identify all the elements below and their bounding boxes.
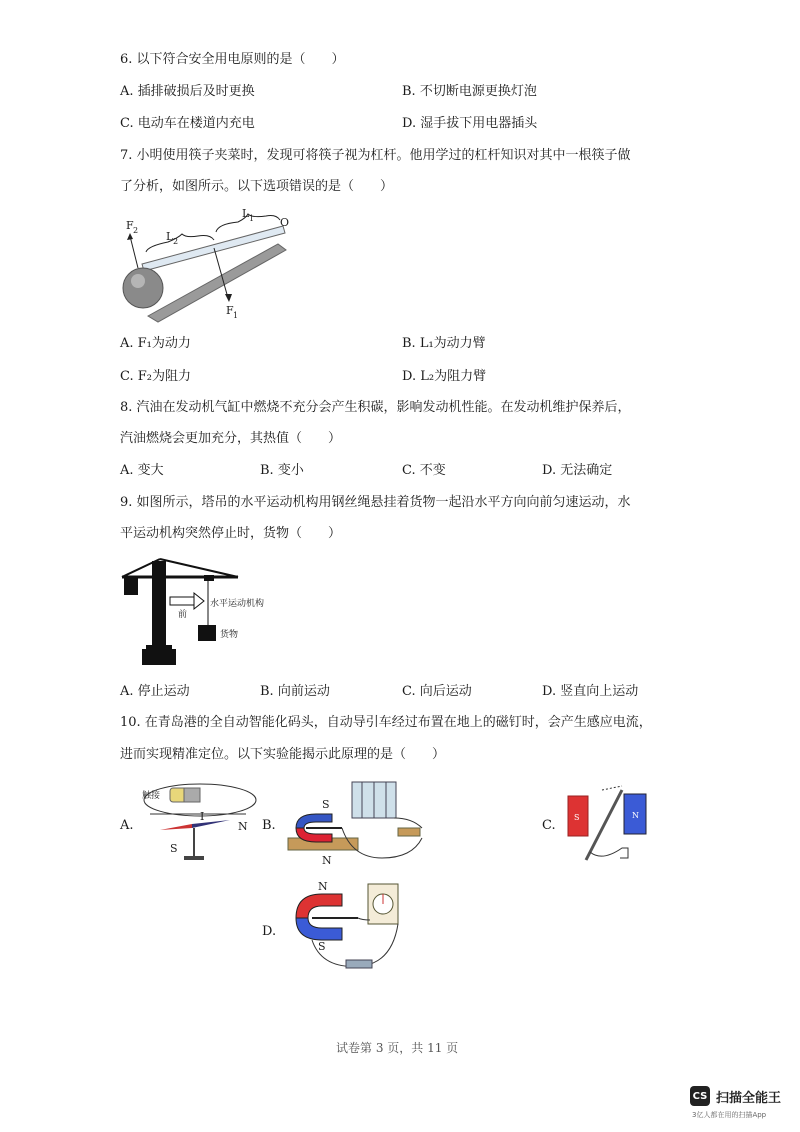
q9-option-d: D. 竖直向上运动 bbox=[542, 684, 639, 699]
q7-stem-line2: 了分析，如图所示。以下选项错误的是（ ） bbox=[120, 179, 394, 194]
food-ball bbox=[123, 268, 163, 308]
q10-label-b: B. bbox=[262, 818, 276, 833]
q6-option-d: D. 湿手拔下用电器插头 bbox=[402, 116, 538, 131]
q8-option-b: B. 变小 bbox=[260, 463, 304, 478]
lower-chopstick bbox=[148, 244, 286, 322]
crane-tower bbox=[152, 561, 166, 649]
label-F1: F bbox=[226, 304, 234, 317]
svg-text:N: N bbox=[322, 854, 332, 867]
q9-option-c: C. 向后运动 bbox=[402, 684, 472, 699]
compass-needle-s bbox=[192, 820, 230, 828]
label-F2: F bbox=[126, 219, 134, 232]
q10-figure-c bbox=[562, 782, 662, 877]
q6-stem: 6. 以下符合安全用电原则的是（ ） bbox=[120, 52, 345, 67]
label-O: O bbox=[280, 216, 290, 229]
q9-option-b: B. 向前运动 bbox=[260, 684, 330, 699]
svg-text:1: 1 bbox=[233, 311, 239, 320]
label-front: 前 bbox=[178, 610, 188, 620]
q6-option-c: C. 电动车在楼道内充电 bbox=[120, 116, 255, 131]
watermark-tagline: 3亿人都在用的扫描App bbox=[692, 1111, 767, 1119]
compass-needle-n bbox=[160, 824, 192, 830]
upper-chopstick bbox=[142, 226, 285, 271]
q7-option-d: D. L₂为阻力臂 bbox=[402, 369, 487, 384]
svg-text:S: S bbox=[170, 842, 178, 855]
q10-label-a: A. bbox=[120, 818, 134, 833]
svg-text:I: I bbox=[200, 810, 205, 823]
q9-stem-line1: 9. 如图所示，塔吊的水平运动机构用钢丝绳悬挂着货物一起沿水平方向向前匀速运动，水 bbox=[120, 495, 631, 510]
q7-option-a: A. F₁为动力 bbox=[120, 336, 191, 351]
q6-option-b: B. 不切断电源更换灯泡 bbox=[402, 84, 537, 99]
q10-stem-line1: 10. 在青岛港的全自动智能化码头，自动导引车经过布置在地上的磁钉时，会产生感应电流， bbox=[120, 715, 652, 730]
counterweight bbox=[124, 577, 138, 595]
q10-figure-a bbox=[140, 778, 258, 870]
label-L2: L bbox=[166, 230, 174, 243]
q8-option-c: C. 不变 bbox=[402, 463, 446, 478]
q8-option-a: A. 变大 bbox=[120, 463, 164, 478]
q8-stem-line1: 8. 汽油在发动机气缸中燃烧不充分会产生积碳，影响发动机性能。在发动机维护保养后， bbox=[120, 400, 631, 415]
label-mechanism: 水平运动机构 bbox=[210, 599, 265, 609]
svg-text:S: S bbox=[318, 940, 326, 953]
label-cargo: 货物 bbox=[220, 630, 239, 640]
q7-option-c: C. F₂为阻力 bbox=[120, 369, 191, 384]
q9-stem-line2: 平运动机构突然停止时，货物（ ） bbox=[120, 526, 342, 541]
svg-text:S: S bbox=[322, 798, 330, 811]
q10-figure-d bbox=[282, 880, 412, 980]
svg-text:S: S bbox=[574, 813, 580, 822]
q7-stem-line1: 7. 小明使用筷子夹菜时，发现可将筷子视为杠杆。他用学过的杠杆知识对其中一根筷子做 bbox=[120, 148, 631, 163]
q10-figure-b bbox=[282, 778, 432, 878]
q6-option-a: A. 插排破损后及时更换 bbox=[120, 84, 255, 99]
svg-text:N: N bbox=[238, 820, 248, 833]
label-L1: L bbox=[242, 207, 250, 220]
svg-text:1: 1 bbox=[249, 214, 255, 223]
svg-text:触接: 触接 bbox=[142, 791, 161, 801]
svg-text:2: 2 bbox=[173, 237, 179, 246]
page-footer: 试卷第 3 页，共 11 页 bbox=[336, 1041, 459, 1055]
q8-option-d: D. 无法确定 bbox=[542, 463, 613, 478]
q7-chopstick-figure bbox=[118, 206, 298, 330]
q7-option-b: B. L₁为动力臂 bbox=[402, 336, 486, 351]
q10-label-d: D. bbox=[262, 924, 277, 939]
cargo-box bbox=[198, 625, 216, 641]
q10-label-c: C. bbox=[542, 818, 556, 833]
cs-logo-icon: CS bbox=[690, 1086, 710, 1106]
svg-text:N: N bbox=[632, 811, 639, 820]
scanner-watermark bbox=[690, 1086, 781, 1106]
q9-option-a: A. 停止运动 bbox=[120, 684, 190, 699]
q10-stem-line2: 进而实现精准定位。以下实验能揭示此原理的是（ ） bbox=[120, 747, 446, 762]
watermark-name: 扫描全能王 bbox=[716, 1090, 782, 1106]
svg-text:N: N bbox=[318, 880, 328, 893]
q8-stem-line2: 汽油燃烧会更加充分，其热值（ ） bbox=[120, 431, 342, 446]
crane-base bbox=[142, 649, 176, 665]
svg-text:2: 2 bbox=[133, 226, 139, 235]
q9-crane-figure bbox=[120, 555, 270, 670]
